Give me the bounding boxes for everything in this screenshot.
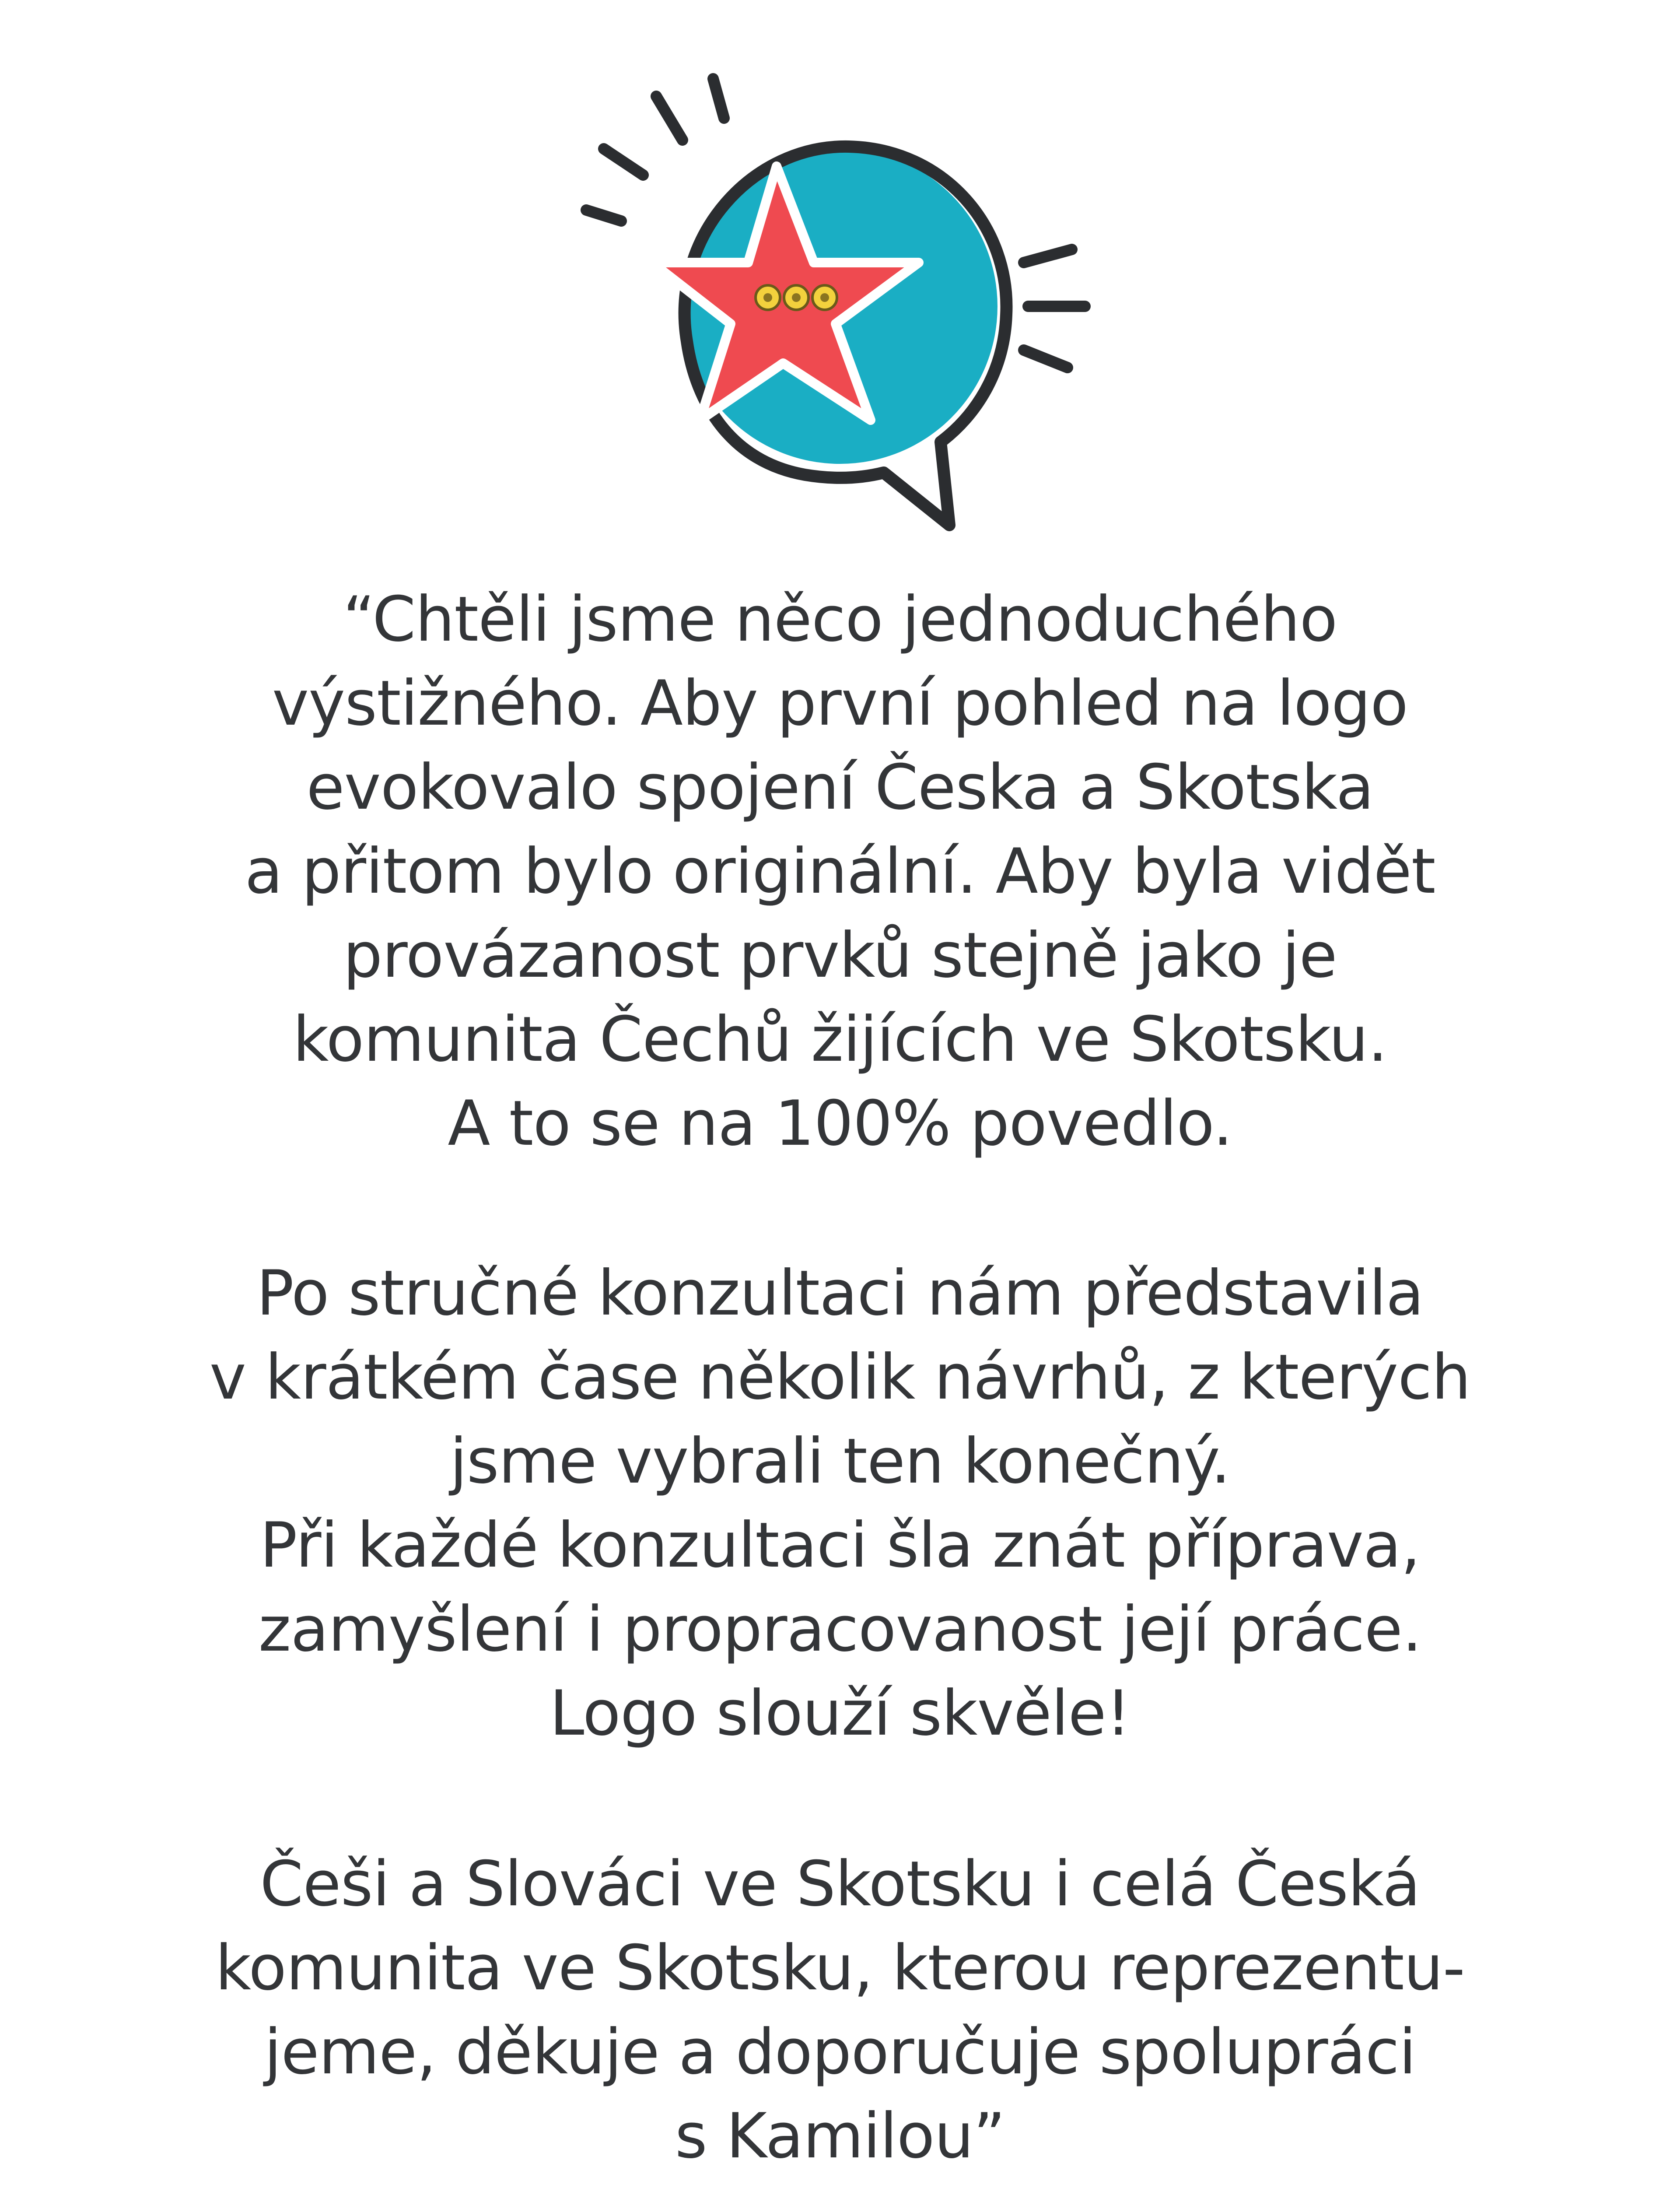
testimonial-paragraph-3 <box>184 1842 1496 2178</box>
speech-bubble-star-icon <box>569 70 1111 534</box>
testimonial-text-3: Češi a Slováci ve Skotsku i celá Česká komunita ve Skotsku, kterou reprezentu- jeme, děkuje a doporučuje spolupráci s Kamilou” <box>215 1848 1465 2172</box>
testimonial-paragraph-2 <box>184 1252 1496 1756</box>
testimonial-text-1: “Chtěli jsme něco jednoduchého výstižného. Aby první pohled na logo evokovalo spojení Česka a Skotska a přitom bylo originální. Aby byla vidět provázanost prvků stejně jako je komunita Čechů žijících ve Skotsku. A to se na 100% povedlo. <box>245 583 1435 1160</box>
testimonial-paragraph-1 <box>184 578 1496 1166</box>
testimonial-text-2: Po stručné konzultaci nám představila v krátkém čase několik návrhů, z kterých jsme vybrali ten konečný. Při každé konzultaci šla znát příprava, zamyšlení i propracovanost její práce. Logo slouží skvěle! <box>209 1257 1471 1750</box>
